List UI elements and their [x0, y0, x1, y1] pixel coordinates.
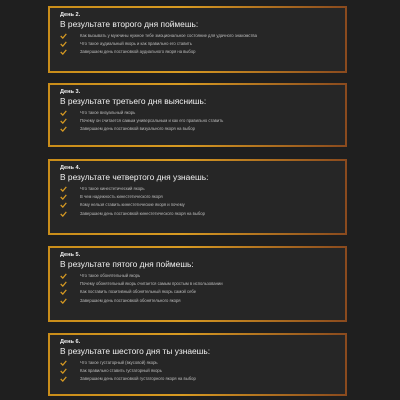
list-item — [60, 117, 335, 125]
day-heading: В результате третьего дня выяснишь: — [60, 96, 207, 106]
checkmark-icon — [60, 32, 69, 40]
list-item-text: Завершаем день постановкой кинестетического якоря на выбор — [80, 210, 205, 216]
list-item-text: Почему обонятельный якорь считается самым простым в использовании — [80, 281, 223, 287]
day-heading: В результате четвертого дня узнаешь: — [60, 172, 209, 182]
checkmark-icon — [60, 201, 69, 209]
list-item — [60, 125, 335, 133]
list-item — [60, 32, 335, 40]
list-item — [60, 272, 335, 280]
list-item — [60, 40, 335, 48]
list-item — [60, 280, 335, 288]
list-item — [60, 367, 335, 375]
list-item — [60, 359, 335, 367]
checkmark-icon — [60, 210, 69, 218]
checkmark-icon — [60, 48, 69, 56]
list-item — [60, 297, 335, 305]
checkmark-icon — [60, 367, 69, 375]
list-item-text: Завершаем день постановкой аудиального якоря на выбор — [80, 49, 196, 55]
checkmark-icon — [60, 40, 69, 48]
list-item-text: Кому нельзя ставить кинестетические якоря и почему — [80, 202, 185, 208]
list-item-text: Что такое обонятельный якорь — [80, 273, 141, 279]
list-item-text: Как вызывать у мужчины нужное тебе эмоциональное состояние для удачного знакомства — [80, 33, 257, 39]
day-label: День 4. — [60, 165, 81, 171]
list-item — [60, 210, 335, 218]
checkmark-icon — [60, 272, 69, 280]
day-card — [48, 159, 347, 235]
list-item-text: Как правильно ставить густаторный якорь — [80, 368, 162, 374]
checkmark-icon — [60, 280, 69, 288]
checkmark-icon — [60, 359, 69, 367]
checkmark-icon — [60, 125, 69, 133]
day-heading: В результате шестого дня ты узнаешь: — [60, 346, 211, 356]
checkmark-icon — [60, 193, 69, 201]
list-item — [60, 48, 335, 56]
list-item — [60, 109, 335, 117]
checkmark-icon — [60, 375, 69, 383]
list-item — [60, 288, 335, 296]
list-item-text: Завершаем день постановкой густаторного якоря на выбор — [80, 376, 196, 382]
day-label: День 5. — [60, 252, 81, 258]
checkmark-icon — [60, 288, 69, 296]
list-item — [60, 201, 335, 209]
checkmark-icon — [60, 117, 69, 125]
list-item-text: В чем надежность кинестетического якоря — [80, 194, 163, 200]
checkmark-icon — [60, 185, 69, 193]
list-item-text: Завершаем день постановкой обонятельного якоря — [80, 297, 181, 303]
list-item-text: Почему он считается самым универсальным и как его правильно ставить — [80, 118, 224, 124]
list-item-text: Завершаем день постановкой визуального якоря на выбор — [80, 126, 195, 132]
list-item-text: Как поставить позитивный обонятельный якорь самой себе — [80, 289, 197, 295]
checkmark-icon — [60, 297, 69, 305]
day-card — [48, 6, 347, 73]
list-item — [60, 185, 335, 193]
list-item — [60, 375, 335, 383]
day-heading: В результате второго дня поймешь: — [60, 19, 199, 29]
day-card — [48, 333, 347, 396]
list-item — [60, 193, 335, 201]
day-label: День 3. — [60, 89, 81, 95]
list-item-text: Что такое кинестетический якорь — [80, 186, 145, 192]
day-card — [48, 246, 347, 322]
day-label: День 2. — [60, 12, 81, 18]
checkmark-icon — [60, 109, 69, 117]
list-item-text: Что такое аудиальный якорь и как правильно его ставить — [80, 41, 192, 47]
list-item-text: Что такое густаторный (вкусовой) якорь — [80, 360, 158, 366]
day-label: День 6. — [60, 339, 81, 345]
day-heading: В результате пятого дня поймешь: — [60, 259, 194, 269]
list-item-text: Что такое визуальный якорь — [80, 110, 136, 116]
day-card — [48, 83, 347, 147]
